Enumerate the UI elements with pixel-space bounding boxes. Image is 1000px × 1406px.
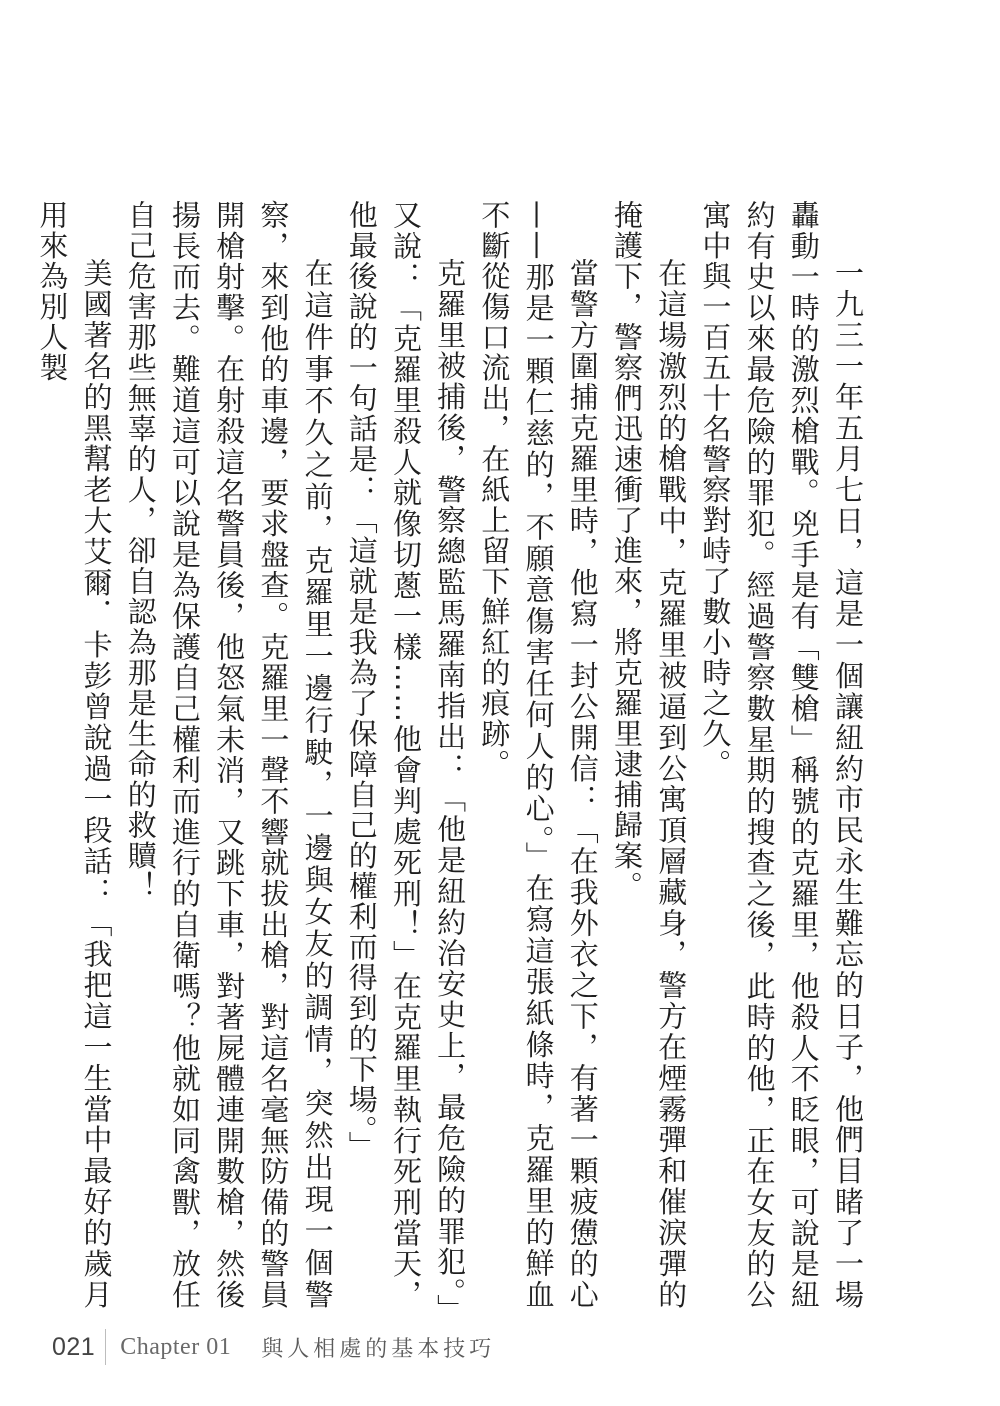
page-footer	[52, 1328, 495, 1366]
page-number: 021	[52, 1332, 96, 1361]
paragraph: 在這件事不久之前，克羅里一邊行駛，一邊與女友的調情，突然出現一個警察，來到他的車邊，要求盤查。克羅里一聲不響就拔出槍，對這名毫無防備的警員開槍射擊。在射殺這名警員後，他怒氣未消，又跳下車，對著屍體連開數槍，然後揚長而去。難道這可以說是為保護自己權利而進行的自衛嗎？他就如同禽獸，放任自己危害那些無辜的人，卻自認為那是生命的救贖！	[123, 200, 335, 1310]
body-text	[30, 200, 870, 1310]
paragraph: 克羅里被捕後，警察總監馬羅南指出：「他是紐約治安史上，最危險的罪犯。」又說：「克羅里殺人就像切蔥一樣……他會判處死刑！」在克羅里執行死刑當天，他最後說的一句話是：「這就是我為了保障自己的權利而得到的下場。」	[344, 200, 468, 1310]
paragraph: 當警方圍捕克羅里時，他寫一封公開信：「在我外衣之下，有著一顆疲憊的心——那是一顆仁慈的，不願意傷害任何人的心。」在寫這張紙條時，克羅里的鮮血不斷從傷口流出，在紙上留下鮮紅的痕跡。	[477, 200, 600, 1310]
chapter-label: Chapter 01	[120, 1333, 232, 1360]
chapter-title: 與人相處的基本技巧	[261, 1336, 496, 1362]
paragraph: 在這場激烈的槍戰中，克羅里被逼到公寓頂層藏身，警方在煙霧彈和催淚彈的掩護下，警察們迅速衝了進來，將克羅里逮捕歸案。	[609, 200, 689, 1310]
paragraph: 一九三一年五月七日，這是一個讓紐約市民永生難忘的日子，他們目睹了一場轟動一時的激烈槍戰。兇手是有「雙槍」稱號的克羅里，他殺人不眨眼，可說是紐約有史以來最危險的罪犯。經過警察數星期的搜查之後，此時的他，正在女友的公寓中與一百五十名警察對峙了數小時之久。	[698, 200, 865, 1310]
paragraph: 美國著名的黑幫老大艾爾．卡彭曾說過一段話：「我把這一生當中最好的歲月用來為別人製	[35, 200, 114, 1310]
footer-divider	[105, 1329, 106, 1365]
